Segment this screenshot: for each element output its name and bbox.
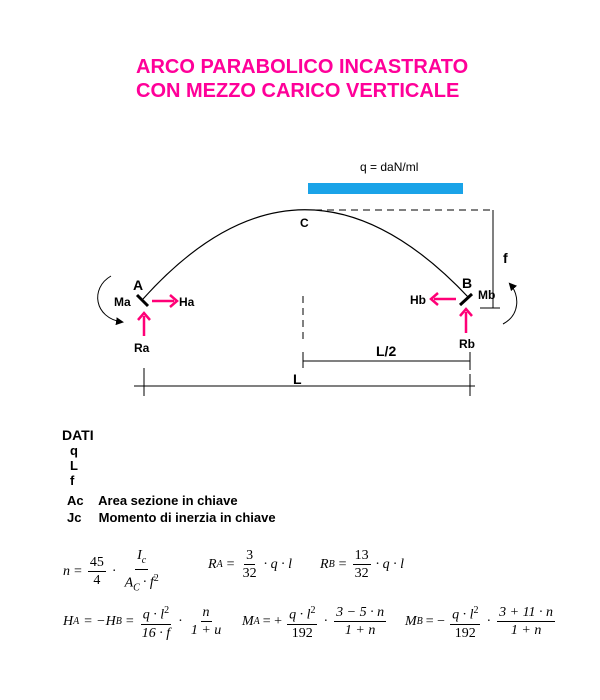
formula-mb: M B = − $\frac{q \cdot l^2}{192}$ · $\frac{3 + 11 \cdot n}{1 + n}$: [405, 605, 554, 641]
formula-ma-lhs: M: [242, 613, 254, 629]
crown-label-c: C: [300, 216, 309, 230]
dati-def-jc: [67, 510, 276, 525]
formula-ma-b-num: 3 − 5 · n: [336, 605, 385, 621]
formula-ma-a-num: q · l: [289, 607, 311, 623]
formula-ma-a-den: 192: [291, 625, 313, 641]
formula-rb-den: 32: [354, 566, 369, 581]
formula-n-a-den: 4: [93, 573, 101, 589]
dati-def-ac-desc: Area sezione in chiave: [98, 493, 238, 508]
formula-ha-lhs-sub: A: [73, 616, 80, 628]
moment-label-ma: Ma: [114, 295, 131, 309]
formula-ma: M A = + $\frac{q \cdot l^2}{192}$ · $\frac{3 - 5 \cdot n}{1 + n}$: [242, 605, 385, 641]
force-label-ra: Ra: [134, 341, 150, 355]
span-label: L: [293, 371, 302, 387]
support-label-b: B: [462, 275, 473, 291]
formula-ha-lhs: H: [63, 613, 74, 629]
formula-mb-lhs-sub: B: [416, 616, 423, 628]
formula-mb-a-num: q · l: [452, 607, 474, 623]
distributed-load-bar: [308, 183, 463, 194]
dati-def-ac: [67, 493, 238, 508]
formula-ha-mid-sub: B: [115, 616, 122, 628]
formula-ra-lhs-sub: A: [216, 559, 223, 570]
support-label-a: A: [133, 277, 144, 293]
force-label-ha: Ha: [179, 295, 195, 309]
formula-rb-lhs-sub: B: [328, 559, 335, 570]
formula-mb-b-den: 1 + n: [510, 623, 542, 639]
formula-ma-sign: = +: [262, 613, 283, 629]
formula-ha-a-num: q · l: [142, 607, 165, 623]
dati-def-jc-symbol: Jc: [67, 510, 82, 525]
half-span-label: L/2: [376, 343, 397, 359]
formula-n-b-den-sub: C: [133, 582, 140, 594]
formula-mb-lhs: M: [405, 613, 417, 629]
formula-ha-a-num-sup: 2: [164, 605, 170, 616]
formula-ma-b-den: 1 + n: [344, 623, 376, 639]
formula-ha-b-num: n: [202, 605, 210, 621]
formula-n-frac-b: [123, 548, 161, 595]
dati-symbol-q: q: [70, 443, 78, 458]
formula-ha-a-den: 16 · f: [141, 625, 171, 641]
moment-label-mb: Mb: [478, 288, 496, 302]
dati-symbol-l: L: [70, 458, 78, 473]
formula-ra: R A = $\frac{3}{32}$ · q · l: [208, 548, 292, 581]
dati-def-ac-symbol: Ac: [67, 493, 84, 508]
formula-ra-tail: · q · l: [263, 556, 292, 572]
formula-ra-lhs: R: [208, 556, 217, 572]
formula-mb-a-num-sup: 2: [473, 605, 479, 616]
formula-rb-tail: · q · l: [375, 556, 404, 572]
formula-ha: H A = −H B = $\frac{q \cdot l^2}{16 \cdot f}$ · $\frac{n}{1 + u}$: [63, 605, 222, 641]
moment-arrow-b: [503, 284, 517, 324]
formula-ma-a-num-sup: 2: [310, 605, 316, 616]
dati-symbol-f: f: [70, 473, 75, 488]
force-label-rb: Rb: [459, 337, 475, 351]
formula-ma-lhs-sub: A: [253, 616, 260, 628]
formula-n-b-num-sub: c: [141, 554, 147, 566]
formula-n-a-num: 45: [89, 555, 104, 571]
formula-ra-num: 3: [246, 548, 254, 563]
formula-rb-num: 13: [354, 548, 369, 563]
formula-n-b-den-sup: 2: [153, 572, 159, 584]
title-line-1: ARCO PARABOLICO INCASTRATO: [136, 56, 469, 78]
formula-rb-lhs: R: [320, 556, 329, 572]
formula-n-b-num: I: [137, 548, 142, 563]
formula-mb-a-den: 192: [454, 625, 476, 641]
formula-mb-sign: = −: [425, 613, 446, 629]
formula-n-frac-a: [88, 555, 106, 588]
dati-heading: DATI: [62, 427, 94, 443]
formula-n-lhs: n: [63, 563, 70, 579]
load-label: q = daN/ml: [360, 160, 419, 174]
formula-ha-mid: = −H: [83, 613, 116, 629]
dati-def-jc-desc: Momento di inerzia in chiave: [98, 510, 276, 525]
support-a-fixed-end: [137, 295, 148, 306]
formula-rb: R B = $\frac{13}{32}$ · q · l: [320, 548, 404, 581]
height-label-f: f: [503, 250, 508, 266]
formula-mb-b-num: 3 + 11 · n: [499, 605, 554, 621]
formula-n-b-den: A: [124, 575, 134, 591]
formula-ha-b-den: 1 + u: [190, 623, 222, 639]
formula-ra-den: 32: [242, 566, 257, 581]
formula-n: n = $\frac{45}{4}$ · $\frac{I_c}{A_C \cdot f^2}$: [63, 548, 159, 594]
formula-n-b-den-rest: · f: [142, 575, 154, 591]
title-line-2: CON MEZZO CARICO VERTICALE: [136, 80, 460, 102]
force-label-hb: Hb: [410, 293, 426, 307]
